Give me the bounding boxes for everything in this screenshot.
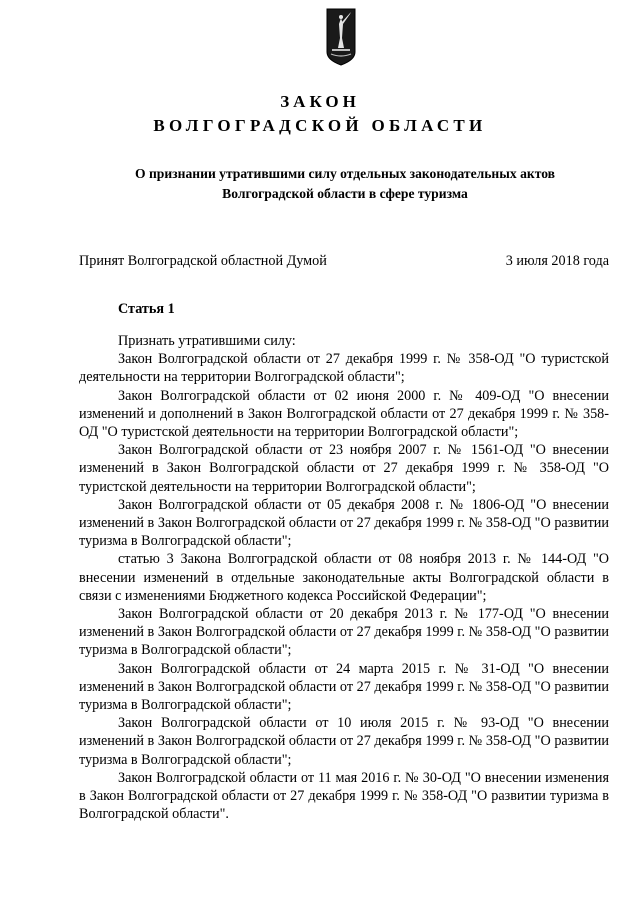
- document-title: ЗАКОН: [280, 92, 360, 111]
- paragraph: Закон Волгоградской области от 11 мая 2016 г. № 30-ОД "О внесении изменения в Закон Волгоградской области от 27 декабря 1999 г. № 358-ОД "О развитии туризма в Волгоградской области".: [79, 769, 609, 823]
- law-name-line: О признании утратившими силу отдельных законодательных актов: [134, 166, 555, 181]
- paragraph: Закон Волгоградской области от 05 декабря 2008 г. № 1806-ОД "О внесении изменений в Закон Волгоградской области от 27 декабря 1999 г. № 358-ОД "О развитии туризма в Волгоградской области";: [79, 496, 609, 550]
- paragraph: Закон Волгоградской области от 24 марта 2015 г. № 31-ОД "О внесении изменений в Закон Волгоградской области от 27 декабря 1999 г. № 358-ОД "О развитии туризма в Волгоградской области";: [79, 660, 609, 714]
- law-name-line: Волгоградской области в сфере туризма: [222, 186, 468, 201]
- coat-of-arms-icon: [326, 8, 356, 66]
- paragraph: Закон Волгоградской области от 27 декабря 1999 г. № 358-ОД "О туристской деятельности на территории Волгоградской области";: [79, 351, 609, 386]
- paragraph: Закон Волгоградской области от 10 июля 2015 г. № 93-ОД "О внесении изменений в Закон Волгоградской области от 27 декабря 1999 г. № 358-ОД "О развитии туризма в Волгоградской области";: [79, 715, 609, 768]
- document-region-title: ВОЛГОГРАДСКОЙ ОБЛАСТИ: [153, 116, 487, 135]
- adopted-by: Принят Волгоградской областной Думой: [79, 253, 327, 269]
- article-title: Статья 1: [118, 301, 175, 317]
- paragraph: Закон Волгоградской области от 02 июня 2000 г. № 409-ОД "О внесении изменений и дополнений в Закон Волгоградской области от 27 декабря 1999 г. № 358-ОД "О туристской деятельности на территории Волгоградской области";: [79, 387, 609, 441]
- paragraph: Признать утратившими силу:: [118, 333, 296, 349]
- paragraph: статью 3 Закона Волгоградской области от 08 ноября 2013 г. № 144-ОД "О внесении изменений в отдельные законодательные акты Волгоградской области в связи с изменениями Бюджетного кодекса Российской Федерации";: [79, 551, 609, 604]
- article-body: [79, 332, 609, 823]
- paragraph: Закон Волгоградской области от 20 декабря 2013 г. № 177-ОД "О внесении изменений в Закон Волгоградской области от 27 декабря 1999 г. № 358-ОД "О развитии туризма в Волгоградской области";: [79, 606, 609, 659]
- adopted-date: 3 июля 2018 года: [505, 253, 609, 269]
- paragraph: Закон Волгоградской области от 23 ноября 2007 г. № 1561-ОД "О внесении изменений в Закон Волгоградской области от 27 декабря 1999 г. № 358-ОД "О туристской деятельности на территории Волгоградской области";: [79, 442, 609, 495]
- law-name: [80, 164, 610, 204]
